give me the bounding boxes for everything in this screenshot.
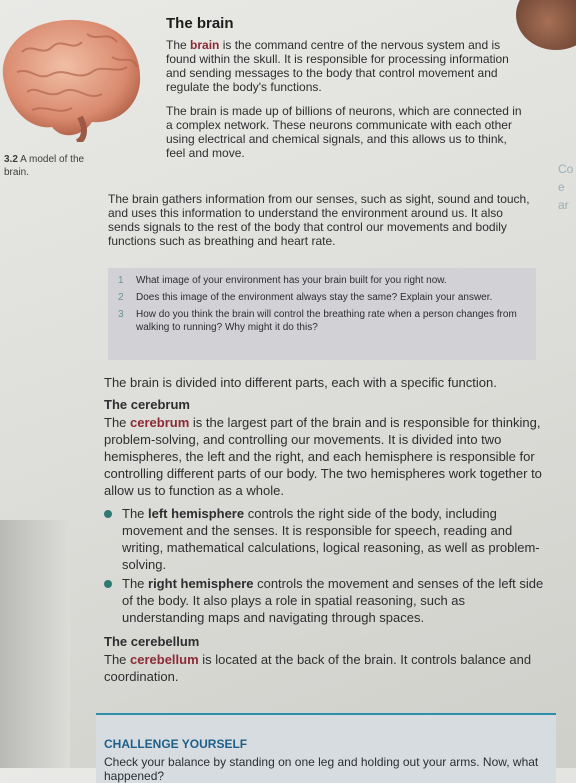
neurons-paragraph: The brain is made up of billions of neurons, which are connected in a complex network. These neurons communicate with each other using electrical and chemical signals, and this allows us to think, feel and move. xyxy=(166,104,522,160)
cerebellum-paragraph xyxy=(104,651,544,685)
question-item xyxy=(118,308,526,334)
bullet-text xyxy=(122,575,544,626)
senses-block xyxy=(108,192,538,258)
section-title: The brain xyxy=(166,15,234,32)
next-page-fragments xyxy=(558,160,573,214)
fragment-3: ar xyxy=(558,198,569,212)
bullet-left-hemisphere xyxy=(104,505,544,573)
question-text: How do you think the brain will control the breathing rate when a person changes from walking to running? Why might it do this? xyxy=(136,309,517,333)
question-number: 2 xyxy=(118,292,124,303)
caption-number: 3.2 xyxy=(4,154,18,165)
brain-model-image xyxy=(0,12,152,142)
cerebrum-heading: The cerebrum xyxy=(104,397,190,412)
bullet-dot-icon xyxy=(104,510,112,518)
text-fragment: is the largest part of the brain and is responsible for thinking, problem-solving, and controlling our movements. It is divided into two hemispheres, the left and the right, and each hemisphere is responsible for controlling different parts of our body. The two hemispheres work together to allow us to function as a whole. xyxy=(104,415,542,498)
text-fragment: controls the right side of the body, including movement and the senses. It is responsible for speech, reading and writing, mathematical calculations, logical reasoning, as well as problem-solving. xyxy=(122,506,540,572)
question-text: Does this image of the environment always stay the same? Explain your answer. xyxy=(136,292,493,303)
senses-paragraph: The brain gathers information from our senses, such as sight, sound and touch, and uses this information to understand the environment around us. It also sends signals to the rest of the body that control our movements and bodily functions such as breathing and heart rate. xyxy=(108,192,530,248)
figure-caption xyxy=(4,153,104,179)
keyword-cerebellum: cerebellum xyxy=(130,652,199,667)
bullet-text xyxy=(122,505,544,573)
text-fragment: is the command centre of the nervous system and is found within the skull. It is responsible for processing information and sending messages to the body that control movement and regulate the body's functions. xyxy=(166,38,509,94)
question-item xyxy=(118,291,526,304)
challenge-box xyxy=(96,713,556,783)
keyword-right-hemisphere: right hemisphere xyxy=(148,576,254,591)
cerebrum-paragraph xyxy=(104,414,544,499)
page-binding-shadow xyxy=(0,520,70,768)
questions-box xyxy=(108,268,536,360)
challenge-title: CHALLENGE YOURSELF xyxy=(104,737,248,751)
text-fragment: The xyxy=(122,576,149,591)
question-number: 3 xyxy=(118,309,124,320)
caption-text: A model of the brain. xyxy=(4,154,85,178)
keyword-left-hemisphere: left hemisphere xyxy=(148,506,245,521)
question-item xyxy=(118,274,526,287)
brain-parts-section xyxy=(104,374,544,691)
challenge-text: Check your balance by standing on one leg and holding out your arms. Now, what happened? xyxy=(104,755,539,783)
text-fragment: The xyxy=(104,415,131,430)
text-fragment: The xyxy=(166,38,191,52)
text-fragment: is located at the back of the brain. It controls balance and coordination. xyxy=(104,652,532,684)
brain-definition xyxy=(166,38,526,94)
keyword-cerebrum: cerebrum xyxy=(130,415,190,430)
text-fragment: controls the movement and senses of the left side of the body. It also plays a role in spatial reasoning, such as understanding maps and navigating through spaces. xyxy=(122,576,544,625)
text-fragment: The xyxy=(122,506,149,521)
bullet-right-hemisphere xyxy=(104,575,544,626)
question-number: 1 xyxy=(118,275,124,286)
keyword-brain: brain xyxy=(190,38,220,52)
question-text: What image of your environment has your brain built for you right now. xyxy=(136,275,447,286)
fragment-2: e xyxy=(558,180,565,194)
cerebellum-heading: The cerebellum xyxy=(104,634,200,649)
parts-intro: The brain is divided into different parts, each with a specific function. xyxy=(104,375,497,390)
text-fragment: The xyxy=(104,652,131,667)
bullet-dot-icon xyxy=(104,580,112,588)
fragment-1: Co xyxy=(558,162,574,176)
intro-column xyxy=(166,15,526,170)
